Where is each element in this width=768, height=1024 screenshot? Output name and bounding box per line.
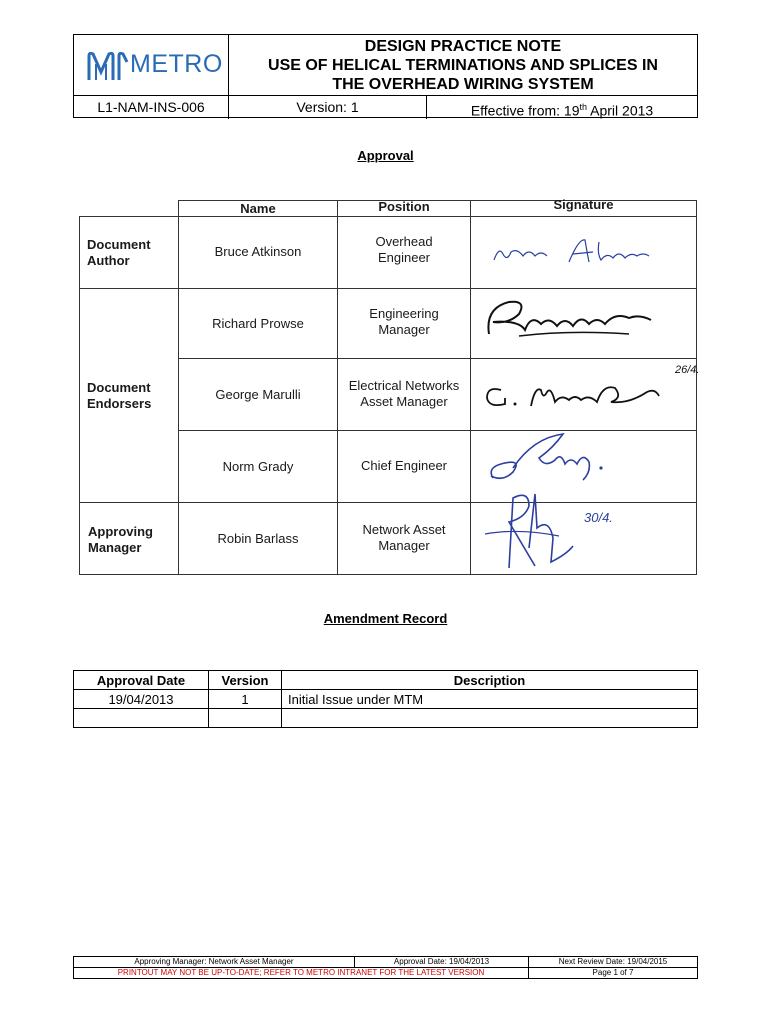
- approver-position: Network Asset Manager: [362, 522, 446, 553]
- amendment-date: [74, 709, 209, 728]
- version-label: Version: 1: [229, 96, 427, 119]
- approver-name: George Marulli: [215, 387, 301, 402]
- title-line-1: DESIGN PRACTICE NOTE: [364, 38, 562, 55]
- effective-date: Effective from: 19th April 2013: [470, 102, 654, 119]
- approver-name: Bruce Atkinson: [214, 244, 302, 259]
- doc-number: L1-NAM-INS-006: [74, 96, 229, 119]
- col-approval-date: Approval Date: [74, 671, 209, 690]
- amendment-date: 19/04/2013: [74, 690, 209, 709]
- signature-date: 26/4.: [675, 364, 700, 376]
- table-row: [74, 690, 698, 709]
- approver-name: Robin Barlass: [217, 531, 299, 546]
- amendment-description: Initial Issue under MTM: [282, 690, 698, 709]
- footer-next-review: Next Review Date: 19/04/2015: [529, 957, 698, 968]
- role-approving-manager: Approving Manager: [88, 524, 153, 555]
- footer-approval-date: Approval Date: 19/04/2013: [355, 957, 529, 968]
- approver-name: Richard Prowse: [212, 316, 304, 331]
- document-header: [73, 34, 698, 118]
- amendment-description: [282, 709, 698, 728]
- metro-logo-icon: [87, 50, 129, 82]
- signature-atkinson: [489, 234, 659, 270]
- footer-approving-manager: Approving Manager: Network Asset Manager: [74, 957, 355, 968]
- col-name: Name: [240, 201, 276, 216]
- amendment-heading: Amendment Record: [323, 611, 448, 626]
- amendment-version: [209, 709, 282, 728]
- table-row: [74, 709, 698, 728]
- approver-position: Overhead Engineer: [375, 234, 433, 265]
- col-signature: Signature: [553, 197, 614, 212]
- document-title: [229, 35, 697, 95]
- signature-barlass: [479, 488, 609, 572]
- footer-page-number: Page 1 of 7: [529, 968, 698, 979]
- signature-marulli: [479, 368, 679, 418]
- approver-position: Chief Engineer: [361, 458, 447, 473]
- footer-printout-warning: PRINTOUT MAY NOT BE UP-TO-DATE; REFER TO METRO INTRANET FOR THE LATEST VERSION: [74, 968, 529, 979]
- logo-cell: [74, 35, 229, 95]
- amendment-version: 1: [209, 690, 282, 709]
- signature-date: 30/4.: [584, 510, 613, 525]
- approver-position: Engineering Manager: [369, 306, 439, 337]
- amendment-header-row: [74, 671, 698, 690]
- approver-name: Norm Grady: [222, 459, 294, 474]
- approver-position: Electrical Networks Asset Manager: [348, 378, 460, 409]
- approval-table: [79, 196, 700, 576]
- logo-text: METRO: [130, 50, 223, 78]
- col-description: Description: [282, 671, 698, 690]
- page-footer: [73, 956, 698, 979]
- role-document-author: Document Author: [87, 237, 151, 268]
- amendment-table: [73, 670, 698, 728]
- role-document-endorsers: Document Endorsers: [87, 380, 152, 411]
- signature-grady: [483, 428, 623, 488]
- col-position: Position: [378, 199, 430, 214]
- title-line-2: USE OF HELICAL TERMINATIONS AND SPLICES IN: [268, 57, 658, 74]
- approval-heading: Approval: [357, 148, 414, 163]
- header-meta-row: [74, 95, 697, 119]
- title-line-3: THE OVERHEAD WIRING SYSTEM: [332, 76, 594, 93]
- col-version: Version: [209, 671, 282, 690]
- signature-prowse: [479, 294, 659, 344]
